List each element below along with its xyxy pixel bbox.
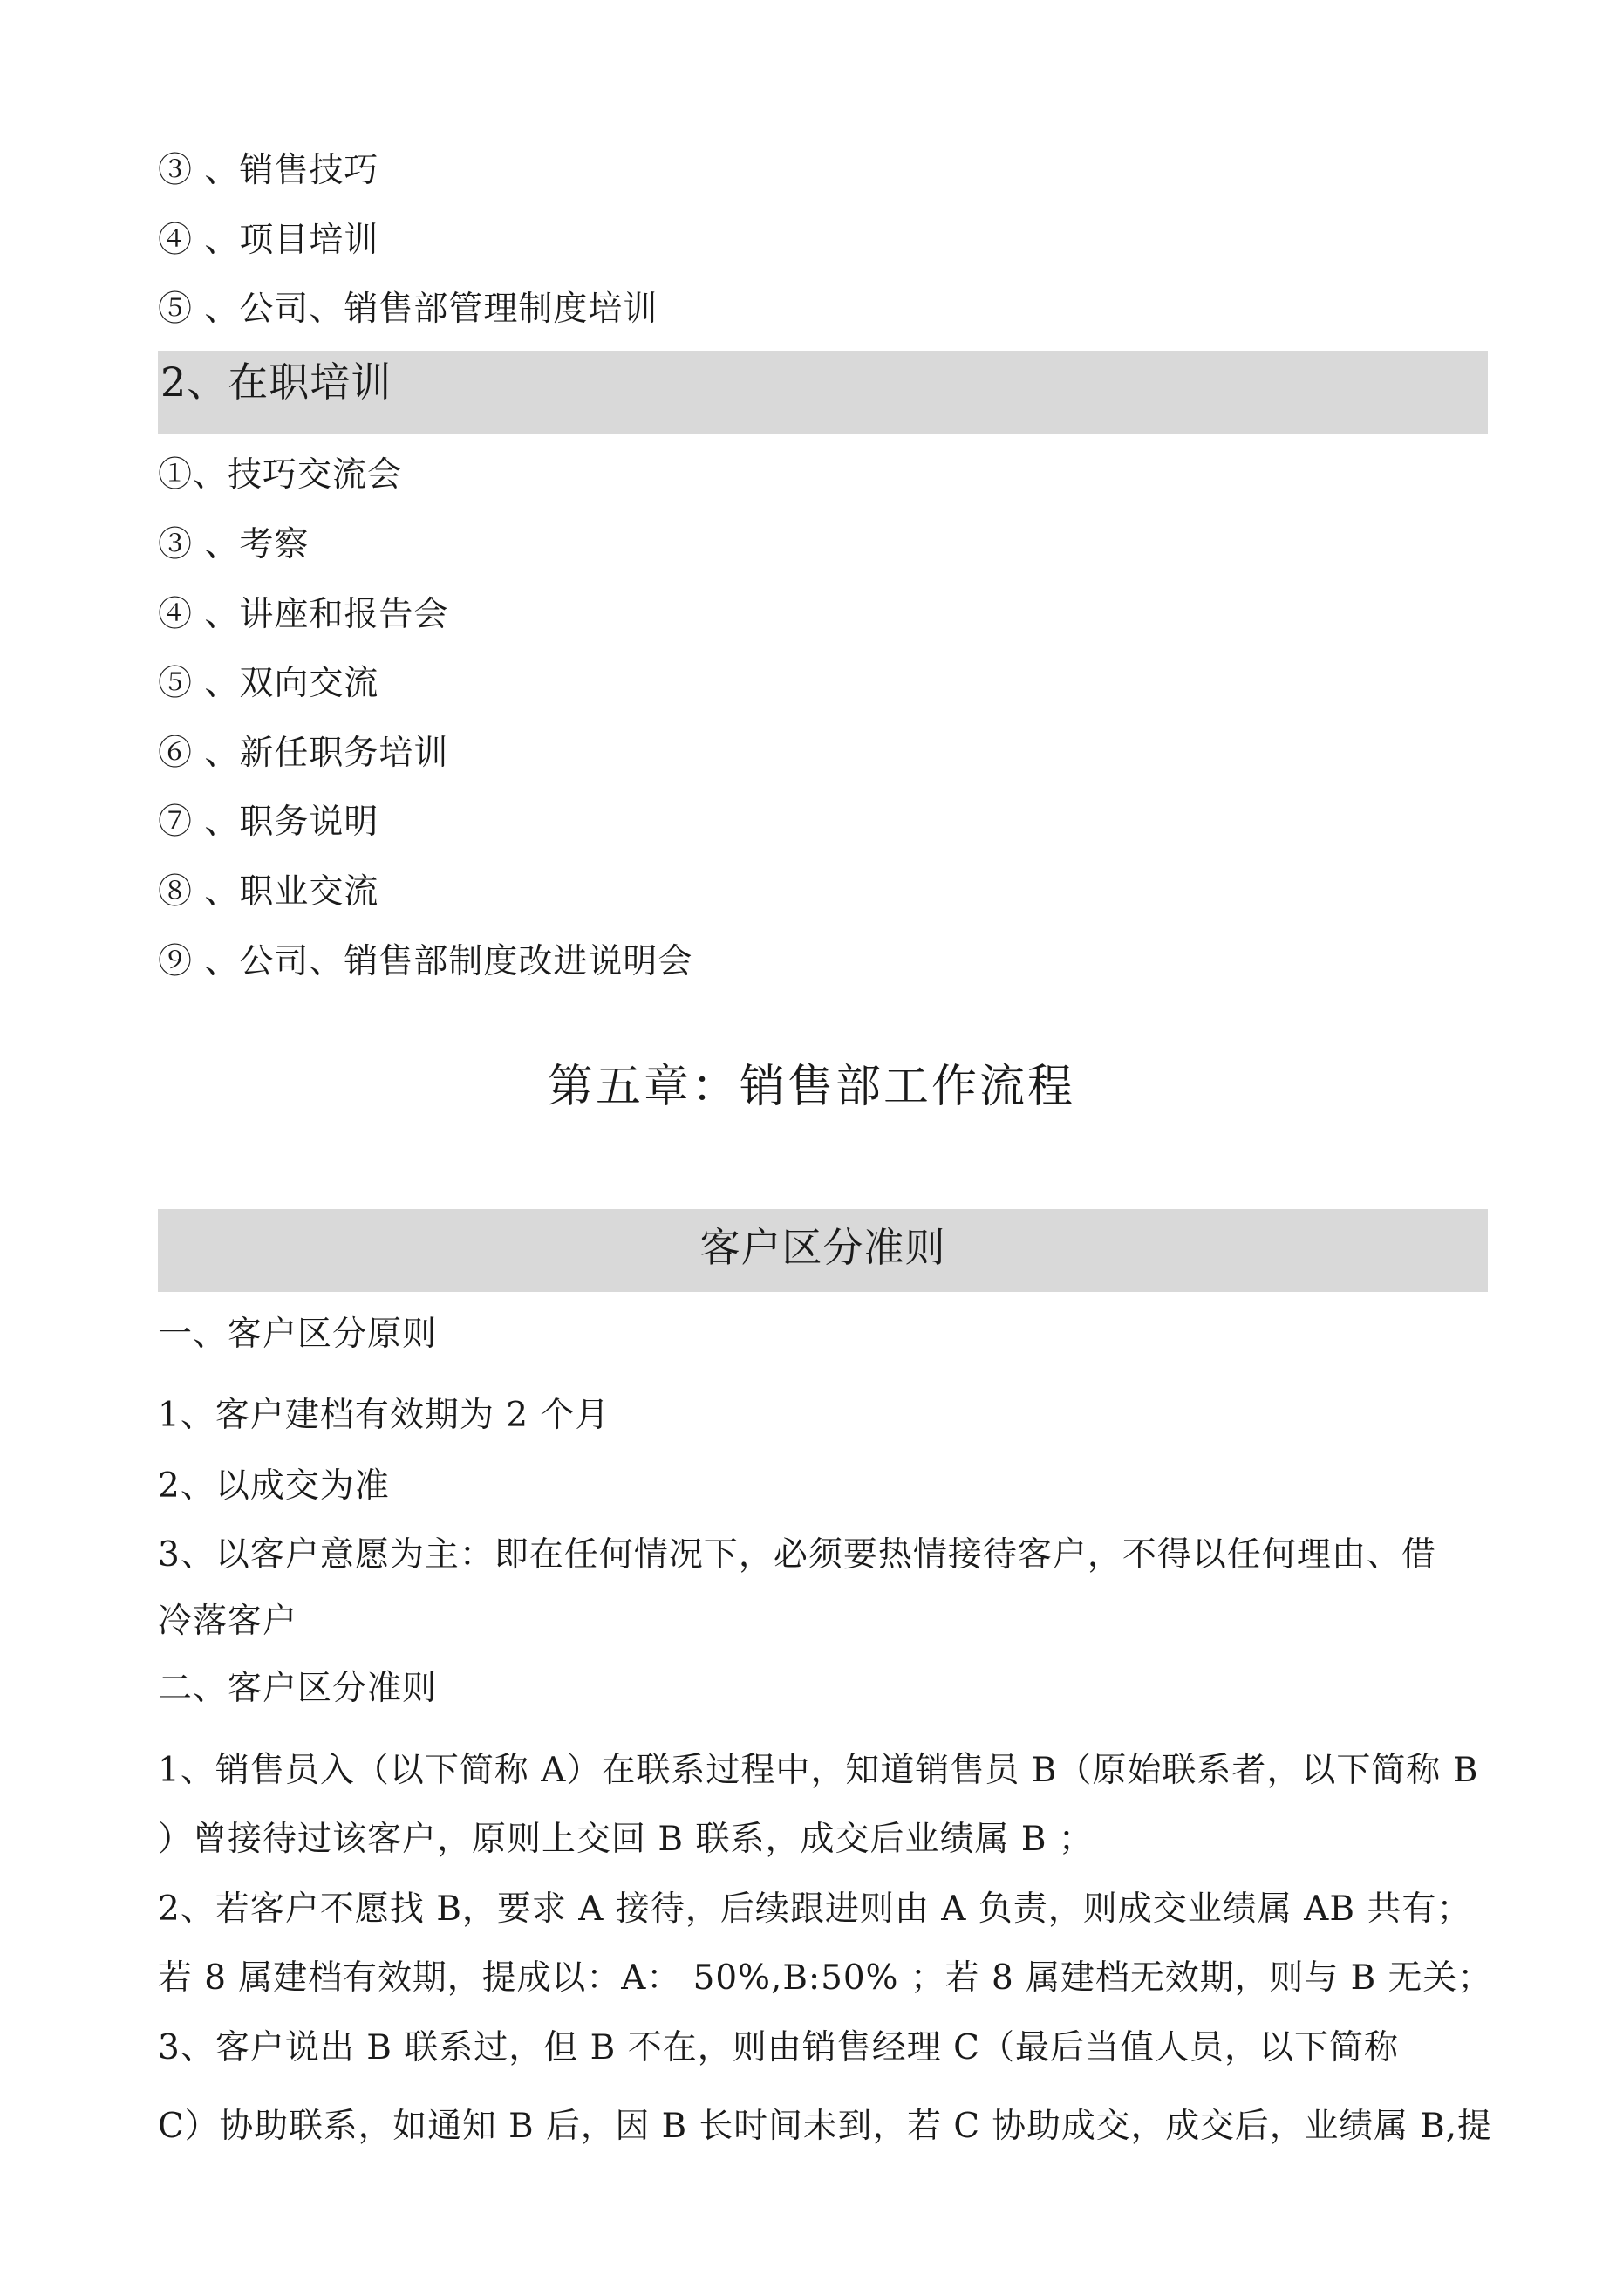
paragraph-line: C）协助联系，如通知 B 后，因 B 长时间未到，若 C 协助成交，成交后，业绩属 B,提 (158, 2107, 1492, 2146)
list-item: ③ 、销售技巧 (158, 151, 379, 190)
paragraph-line: ）曾接待过该客户，原则上交回 B 联系，成交后业绩属 B ； (158, 1820, 1094, 1859)
list-item: ①、技巧交流会 (158, 455, 403, 495)
paragraph-line: 冷落客户 (158, 1602, 298, 1641)
subsection-title-band (158, 1209, 1488, 1292)
list-item: ⑧ 、职业交流 (158, 872, 379, 912)
paragraph-line: 2、若客户不愿找 B，要求 A 接待，后续跟进则由 A 负责，则成交业绩属 AB 共有； (158, 1889, 1472, 1929)
paragraph-line: 2、以成交为准 (158, 1466, 390, 1506)
section-heading-band (158, 351, 1488, 434)
paragraph-line: 二、客户区分准则 (158, 1669, 438, 1708)
list-item: ⑥ 、新任职务培训 (158, 734, 449, 773)
list-item: ⑤ 、双向交流 (158, 664, 379, 703)
list-item: ⑨ 、公司、销售部制度改进说明会 (158, 942, 693, 981)
paragraph-line: 3、客户说出 B 联系过，但 B 不在，则由销售经理 C（最后当值人员，以下简称 (158, 2028, 1399, 2067)
subsection-title: 客户区分准则 (699, 1224, 946, 1271)
list-item: ④ 、项目培训 (158, 221, 379, 260)
list-item: ③ 、考察 (158, 525, 310, 564)
paragraph-line: 一、客户区分原则 (158, 1315, 438, 1354)
paragraph-line: 3、以客户意愿为主：即在任何情况下，必须要热情接待客户，不得以任何理由、借 (158, 1535, 1436, 1575)
paragraph-line: 1、销售员入（以下简称 A）在联系过程中，知道销售员 B（原始联系者，以下简称 B (158, 1751, 1479, 1790)
list-item: ⑦ 、职务说明 (158, 803, 379, 842)
chapter-title: 第五章：销售部工作流程 (547, 1061, 1075, 1113)
list-item: ④ 、讲座和报告会 (158, 595, 449, 634)
section-heading: 2、在职培训 (160, 359, 392, 406)
paragraph-line: 若 8 属建档有效期，提成以：A： 50%,B:50% ；若 8 属建档无效期，则与 B 无关； (158, 1958, 1493, 1998)
paragraph-line: 1、客户建档有效期为 2 个月 (158, 1396, 610, 1435)
list-item: ⑤ 、公司、销售部管理制度培训 (158, 290, 658, 329)
